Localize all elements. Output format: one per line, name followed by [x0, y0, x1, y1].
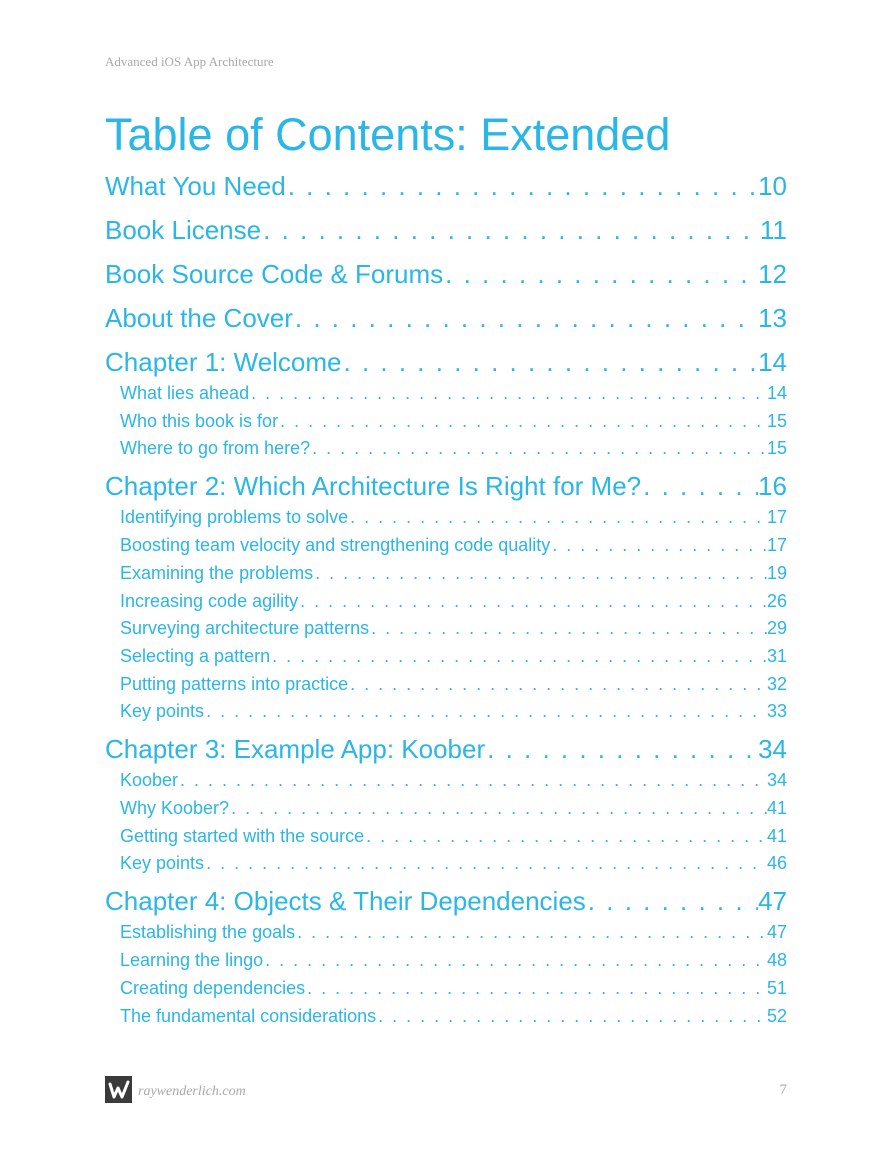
toc-entry-label: Chapter 4: Objects & Their Dependencies: [105, 886, 586, 916]
toc-section-entry[interactable]: [120, 796, 787, 820]
toc-entry-page: 32: [766, 674, 787, 694]
toc-dot-leader: [348, 505, 767, 529]
toc-dot-leader: [369, 616, 767, 640]
toc-entry-label: Getting started with the source: [120, 826, 365, 846]
toc-dot-leader: [298, 589, 767, 613]
toc-entry-page: 52: [766, 1006, 787, 1026]
toc-dot-leader: [313, 561, 767, 585]
toc-section-entry[interactable]: [120, 976, 787, 1000]
toc-entry-page: 48: [766, 950, 787, 970]
toc-entry-page: 31: [766, 646, 787, 666]
toc-entry-label: Chapter 2: Which Architecture Is Right for Me?: [105, 471, 642, 501]
toc-entry-label: Book License: [105, 215, 262, 245]
toc-section-entry[interactable]: [120, 533, 787, 557]
toc-entry-label: Why Koober?: [120, 798, 230, 818]
toc-entry-page: 16: [758, 471, 787, 501]
toc-section-entry[interactable]: [120, 409, 787, 433]
raywenderlich-logo-icon: [105, 1076, 132, 1103]
toc-entry-label: Book Source Code & Forums: [105, 259, 444, 289]
toc-dot-leader: [376, 1004, 767, 1028]
toc-dot-leader: [178, 768, 767, 792]
toc-entry-label: Creating dependencies: [120, 978, 306, 998]
footer-site[interactable]: raywenderlich.com: [138, 1084, 246, 1099]
toc-entry-page: 34: [758, 734, 787, 764]
toc-entry-label: Learning the lingo: [120, 950, 264, 970]
toc-dot-leader: [204, 699, 767, 723]
toc-entry-page: 14: [758, 347, 787, 377]
toc-entry-page: 46: [766, 853, 787, 873]
page-number: 7: [779, 1082, 787, 1098]
toc-dot-leader: [443, 256, 758, 292]
toc-dot-leader: [229, 796, 767, 820]
toc-entry-label: Establishing the goals: [120, 922, 296, 942]
toc-chapter-entry[interactable]: [105, 468, 787, 504]
toc-section-entry[interactable]: [120, 672, 787, 696]
toc-entry-page: 10: [758, 171, 787, 201]
toc-section-entry[interactable]: [120, 505, 787, 529]
toc-chapter-entry[interactable]: [105, 168, 787, 204]
page-title: Table of Contents: Extended: [105, 109, 671, 160]
toc-section-entry[interactable]: [120, 851, 787, 875]
toc-section-entry[interactable]: [120, 920, 787, 944]
toc-entry-page: 47: [766, 922, 787, 942]
toc-entry-page: 41: [766, 798, 787, 818]
toc-entry-label: Selecting a pattern: [120, 646, 271, 666]
toc-entry-label: Boosting team velocity and strengthening code quality: [120, 535, 551, 555]
toc-section-entry[interactable]: [120, 589, 787, 613]
toc-entry-label: The fundamental considerations: [120, 1006, 377, 1026]
running-header: Advanced iOS App Architecture: [105, 54, 274, 69]
toc-dot-leader: [310, 436, 767, 460]
toc-section-entry[interactable]: [120, 644, 787, 668]
toc-entry-page: 14: [766, 383, 787, 403]
toc-section-entry[interactable]: [120, 699, 787, 723]
toc-entry-label: Key points: [120, 853, 205, 873]
toc-dot-leader: [342, 344, 759, 380]
toc-dot-leader: [305, 976, 767, 1000]
toc-chapter-entry[interactable]: [105, 256, 787, 292]
toc-entry-page: 15: [766, 438, 787, 458]
toc-dot-leader: [485, 731, 758, 767]
toc-entry-label: Chapter 1: Welcome: [105, 347, 342, 377]
toc-entry-label: Putting patterns into practice: [120, 674, 349, 694]
toc-entry-label: What You Need: [105, 171, 286, 201]
toc-entry-label: What lies ahead: [120, 383, 250, 403]
toc-dot-leader: [550, 533, 767, 557]
toc-chapter-entry[interactable]: [105, 731, 787, 767]
toc-dot-leader: [249, 381, 767, 405]
toc-dot-leader: [364, 824, 767, 848]
toc-entry-page: 15: [766, 411, 787, 431]
toc-dot-leader: [270, 644, 767, 668]
toc-entry-label: Where to go from here?: [120, 438, 311, 458]
toc-section-entry[interactable]: [120, 1004, 787, 1028]
toc-entry-label: Chapter 3: Example App: Koober: [105, 734, 486, 764]
toc-entry-label: Key points: [120, 701, 205, 721]
toc-entry-page: 34: [766, 770, 787, 790]
toc-section-entry[interactable]: [120, 948, 787, 972]
toc-dot-leader: [293, 300, 758, 336]
toc-entry-label: Increasing code agility: [120, 591, 299, 611]
toc-dot-leader: [278, 409, 767, 433]
toc-entry-page: 17: [766, 535, 787, 555]
toc-dot-leader: [261, 212, 760, 248]
toc-entry-label: Identifying problems to solve: [120, 507, 349, 527]
toc-entry-label: Who this book is for: [120, 411, 279, 431]
toc-entry-page: 33: [766, 701, 787, 721]
toc-entry-page: 29: [766, 618, 787, 638]
toc-chapter-entry[interactable]: [105, 883, 787, 919]
toc-dot-leader: [641, 468, 758, 504]
toc-chapter-entry[interactable]: [105, 212, 787, 248]
toc-section-entry[interactable]: [120, 381, 787, 405]
toc-entry-page: 47: [758, 886, 787, 916]
toc-dot-leader: [586, 883, 758, 919]
toc-dot-leader: [286, 168, 758, 204]
toc-entry-page: 41: [766, 826, 787, 846]
toc-entry-label: Examining the problems: [120, 563, 314, 583]
toc-entry-label: Surveying architecture patterns: [120, 618, 370, 638]
toc-entry-page: 19: [766, 563, 787, 583]
toc-section-entry[interactable]: [120, 616, 787, 640]
toc-entry-page: 13: [758, 303, 787, 333]
toc-entry-page: 26: [766, 591, 787, 611]
toc-entry-label: Koober: [120, 770, 179, 790]
toc-dot-leader: [295, 920, 767, 944]
toc-chapter-entry[interactable]: [105, 344, 787, 380]
toc-dot-leader: [204, 851, 767, 875]
toc-section-entry[interactable]: [120, 768, 787, 792]
toc-entry-page: 17: [766, 507, 787, 527]
toc-section-entry[interactable]: [120, 561, 787, 585]
toc-entry-page: 51: [766, 978, 787, 998]
toc-entry-label: About the Cover: [105, 303, 293, 333]
toc-dot-leader: [263, 948, 767, 972]
toc-section-entry[interactable]: [120, 824, 787, 848]
toc-dot-leader: [348, 672, 767, 696]
toc-entry-page: 12: [758, 259, 787, 289]
toc-chapter-entry[interactable]: [105, 300, 787, 336]
toc-section-entry[interactable]: [120, 436, 787, 460]
toc-entry-page: 11: [760, 215, 787, 245]
